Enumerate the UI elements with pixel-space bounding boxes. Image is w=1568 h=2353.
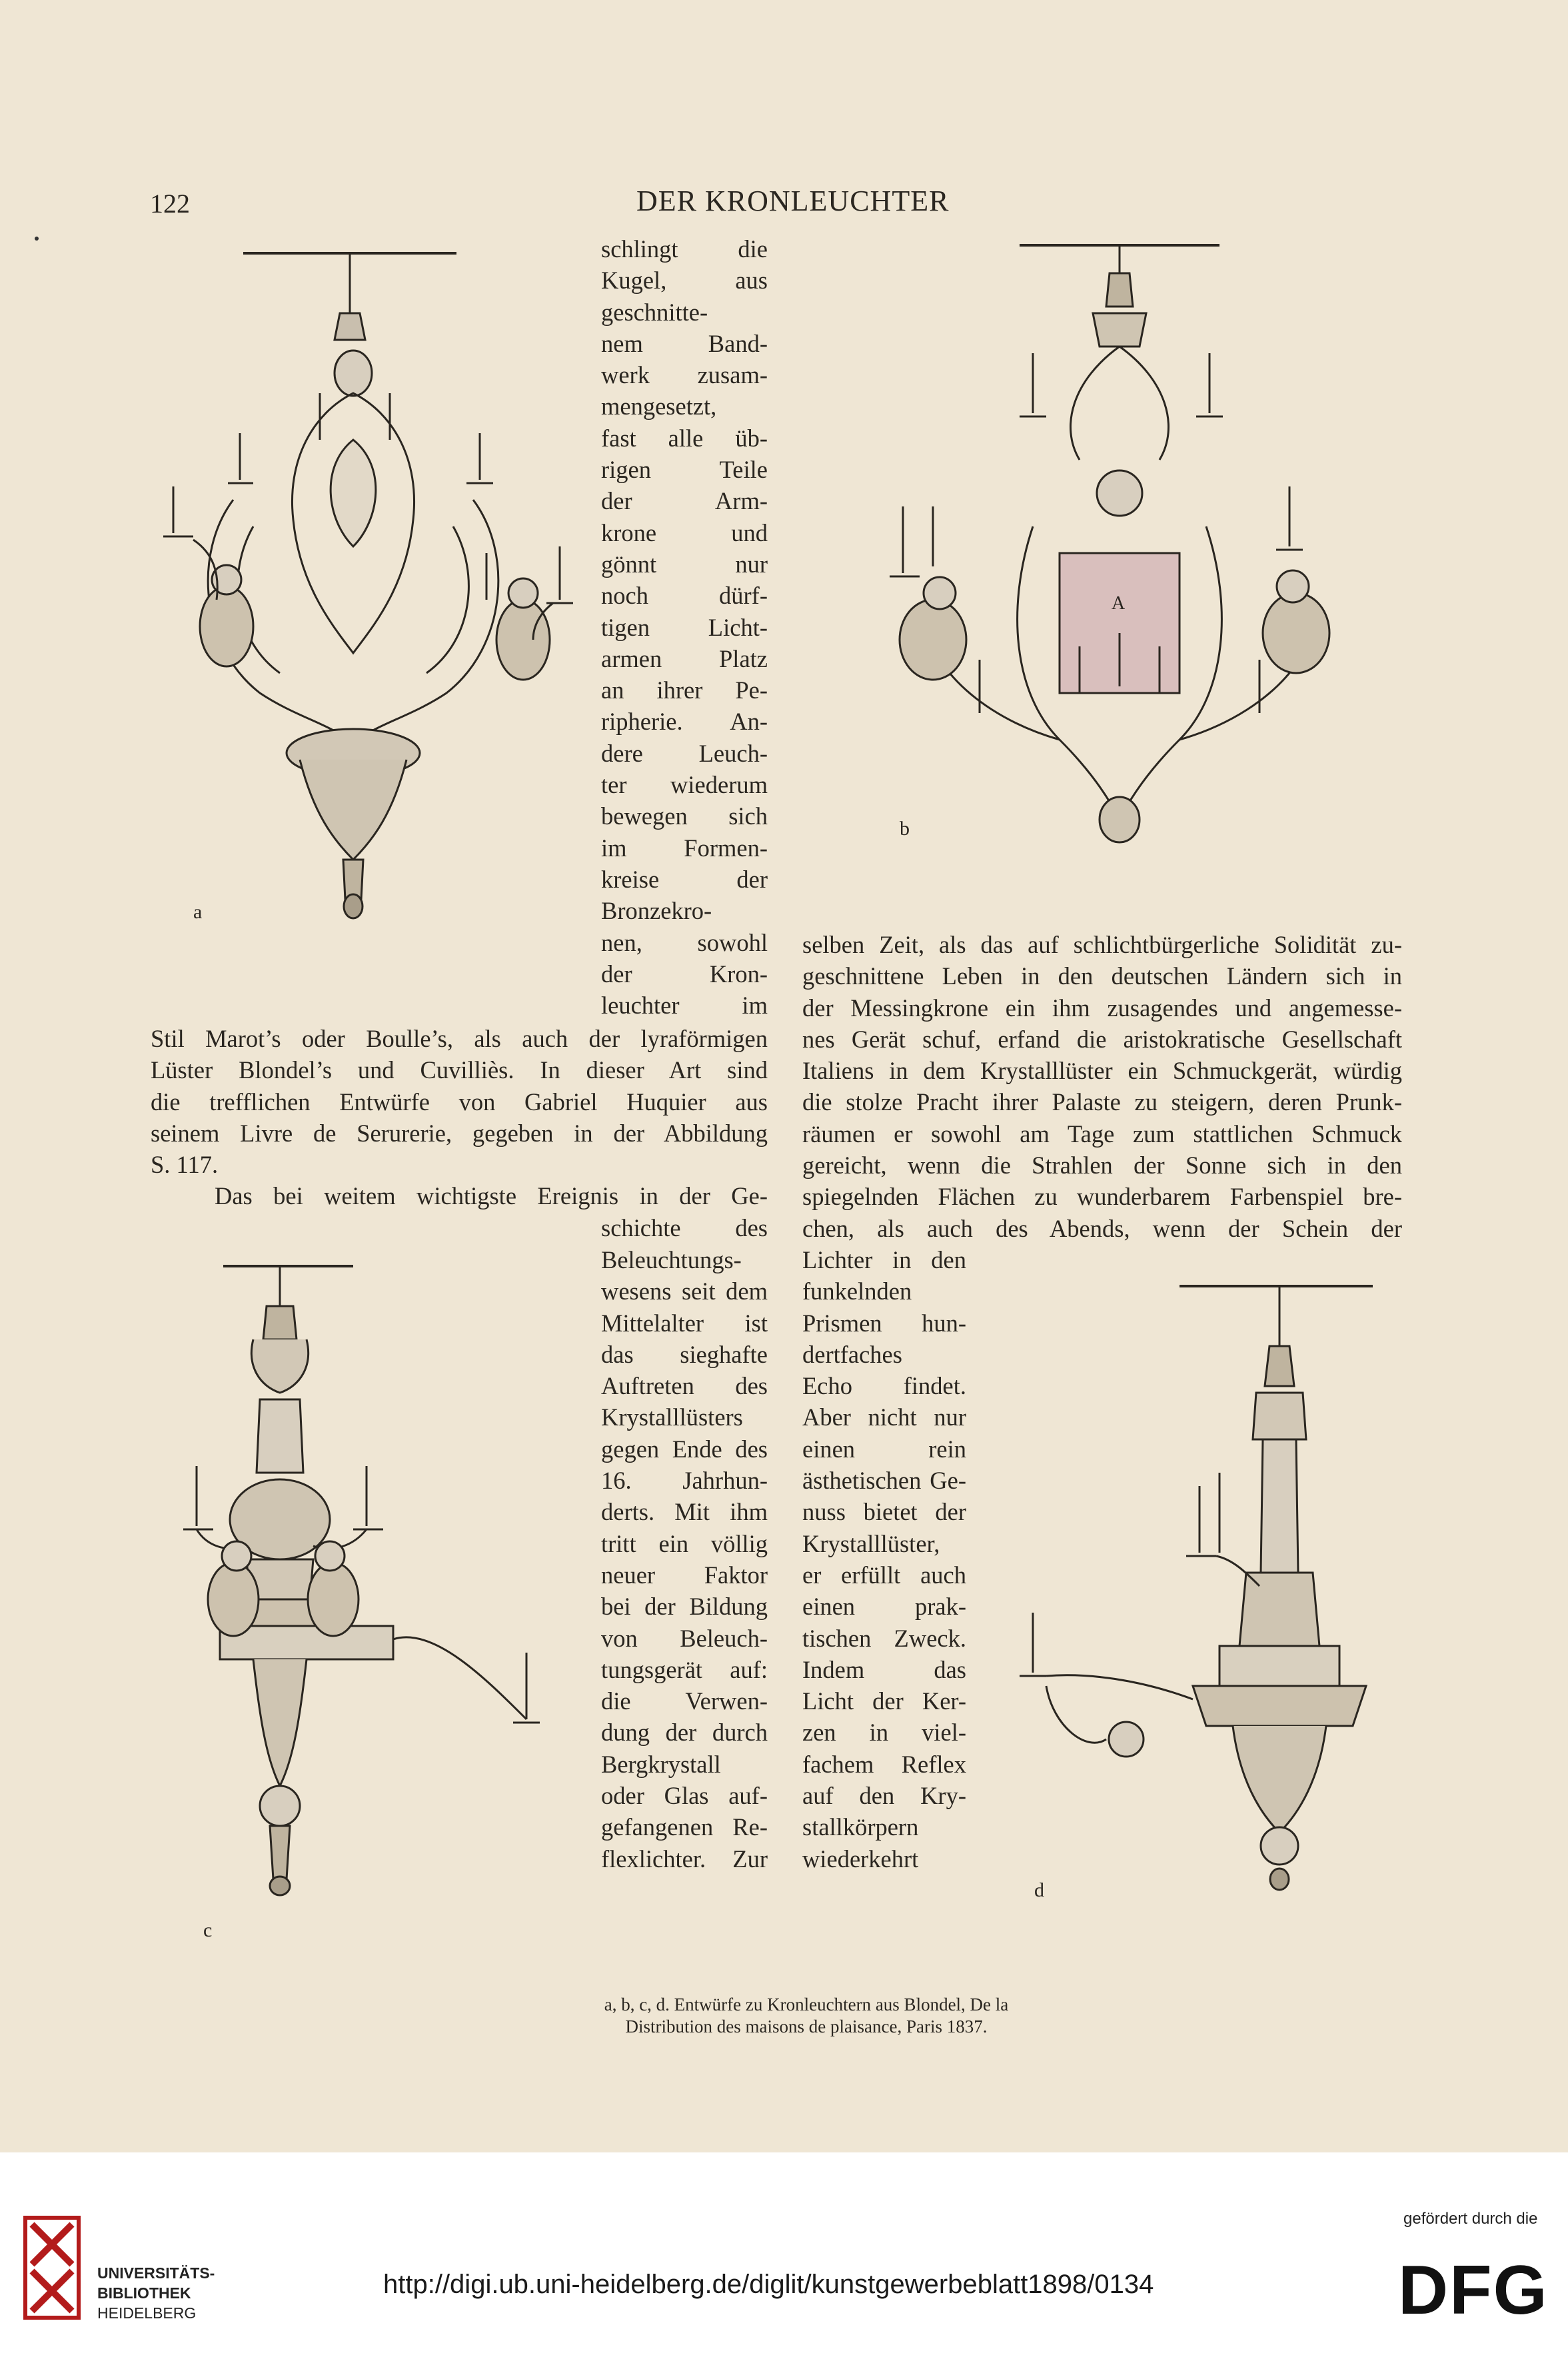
narrow-text-column-1: schlingt die Kugel, aus geschnitte- nem Band- werk zusam- mengesetzt, fast alle üb- rigen Teile der Arm- krone und gönnt nur noch dürf- tigen Licht- armen Platz an ihrer Pe- ripherie. An- dere Leuch- ter wiederum bewegen sich im Formen- kreise der Bronzekro- nen, sowohl der Kron- leuchter im — [601, 235, 768, 1020]
caption-line-1: a, b, c, d. Entwürfe zu Kronleuchtern aus Blondel, De la — [604, 1994, 1009, 2014]
figure-label-d: d — [1034, 1879, 1044, 1901]
running-title: DER KRONLEUCHTER — [636, 185, 950, 217]
narrow-text-column-2: Beleuchtungs- wesens seit dem Mittelalter ist das sieghafte Auftreten des Krystalllüsters gegen Ende des 16. Jahrhun- derts. Mit ihm tritt ein völlig neuer Faktor bei der Bildung von Beleuch- tungsgerät auf: die Verwen- dung der durch Bergkrystall oder Glas auf- gefangenen Re- flexlichter. Zur — [601, 1246, 768, 1873]
library-name-line-1: UNIVERSITÄTS- — [97, 2264, 215, 2282]
chandelier-illustration-a — [153, 240, 593, 946]
chandelier-illustration-d — [993, 1273, 1426, 1966]
permalink-url[interactable]: http://digi.ub.uni-heidelberg.de/diglit/kunstgewerbeblatt1898/0134 — [383, 2270, 1154, 2299]
wide-text-column-2: selben Zeit, als das auf schlichtbürgerliche Solidität zu- geschnittene Leben in den deutschen Ländern sich in der Messingkrone ein ihm zusagendes und angemesse- nes Gerät schuf, erfand die aristokratische Gesellschaft Italiens in dem Krystalllüster ein Schmuckgerät, würdig die stolze Pracht ihrer Palaste zu steigern, deren Prunk- räumen er sowohl am Tage zum stattlichen Schmuck gereicht, wenn die Strahlen der Sonne sich in den spiegelnden Flächen zu wunderbarem Farbenspiel bre- chen, als auch des Abends, wenn der Schein der — [802, 931, 1402, 1242]
figure-label-b: b — [900, 818, 910, 840]
chandelier-illustration-b — [860, 233, 1439, 873]
figure-caption — [546, 1994, 1066, 2038]
library-name-line-3: HEIDELBERG — [97, 2304, 197, 2322]
figure-label-a: a — [193, 901, 203, 923]
caption-line-2: Distribution des maisons de plaisance, Paris 1837. — [625, 2016, 988, 2036]
page-number: 122 — [150, 189, 190, 219]
chandelier-illustration-c — [153, 1253, 593, 1979]
plate-letter: A — [1112, 593, 1126, 614]
library-name-line-2: BIBLIOTHEK — [97, 2284, 191, 2302]
narrow-text-column-3: Lichter in den funkelnden Prismen hun- dertfaches Echo findet. Aber nicht nur einen rein ästhetischen Ge- nuss bietet der Krystalllüster, er erfüllt auch einen prak- tischen Zweck. Indem das Licht der Ker- zen in viel- fachem Reflex auf den Kry- stallkörpern wiederkehrt — [802, 1246, 966, 1873]
university-library-logo-icon — [19, 2211, 85, 2324]
figure-label-c: c — [203, 1919, 213, 1941]
dfg-logo: DFG — [1398, 2252, 1549, 2329]
digitization-footer — [0, 2152, 1568, 2353]
funding-note: gefördert durch die — [1403, 2210, 1538, 2228]
wide-text-column-1: Stil Marot’s oder Boulle’s, als auch der lyraförmigen Lüster Blondel’s und Cuvilliès. In dieser Art sind die trefflichen Entwürfe von Gabriel Huquier aus seinem Livre de Serurerie, gegeben in der Abbildung S. 117. Das bei weitem wichtigste Ereignis in der Ge- schichte des — [151, 1025, 768, 1241]
ink-speck — [35, 237, 39, 241]
